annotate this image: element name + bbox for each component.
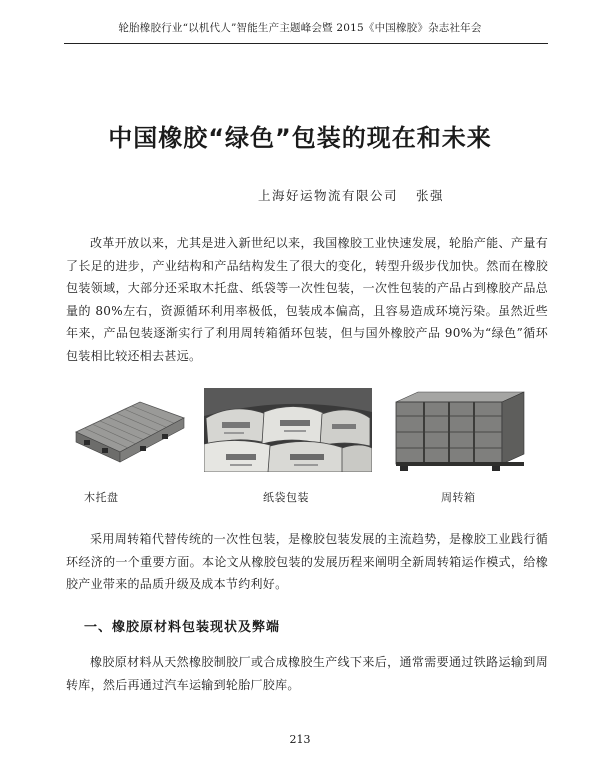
- paragraph-intro: 改革开放以来，尤其是进入新世纪以来，我国橡胶工业快速发展，轮胎产能、产量有了长足的进步，产业结构和产品结构发生了很大的变化，转型升级步伐加快。然而在橡胶包装领域，大部分还采取木托盘、纸袋等一次性包装，一次性包装的产品占到橡胶产品总量的 80%左右，资源循环利用率极低，包装成本偏高，且容易造成环境污染。虽然近些年来，产品包装逐渐实行了利用周转箱循环包装，但与国外橡胶产品 90%为“绿色”循环包装相比较还相去甚远。: [66, 236, 548, 363]
- figure-caption-paper-bags: 纸袋包装: [263, 491, 309, 504]
- figure-caption-pallet: 木托盘: [84, 491, 119, 504]
- author-affiliation: 上海好运物流有限公司: [258, 188, 399, 203]
- turnover-box-photo: [388, 388, 532, 472]
- page-number: 213: [289, 733, 311, 746]
- article-title: 中国橡胶“绿色”包装的现在和未来: [108, 124, 492, 152]
- figure-caption-turnover-box: 周转箱: [441, 491, 476, 504]
- header-rule: [64, 43, 548, 44]
- author-line: [258, 186, 444, 204]
- paragraph-raw-material: 橡胶原材料从天然橡胶制胶厂或合成橡胶生产线下来后，通常需要通过铁路运输到周转库，然后再通过汽车运输到轮胎厂胶库。: [66, 655, 548, 692]
- section-heading-1: 一、橡胶原材料包装现状及弊端: [84, 620, 281, 635]
- wooden-pallet-photo: [70, 388, 188, 472]
- paper-bags-photo: [204, 388, 372, 472]
- paragraph-turnover-box: 采用周转箱代替传统的一次性包装，是橡胶包装发展的主流趋势，是橡胶工业践行循环经济的一个重要方面。本论文从橡胶包装的发展历程来阐明全新周转箱运作模式，给橡胶产业带来的品质升级及成本节约利好。: [66, 532, 548, 592]
- author-name: 张强: [416, 188, 445, 203]
- running-header: 轮胎橡胶行业“以机代人”智能生产主题峰会暨 2015《中国橡胶》杂志社年会: [118, 22, 482, 34]
